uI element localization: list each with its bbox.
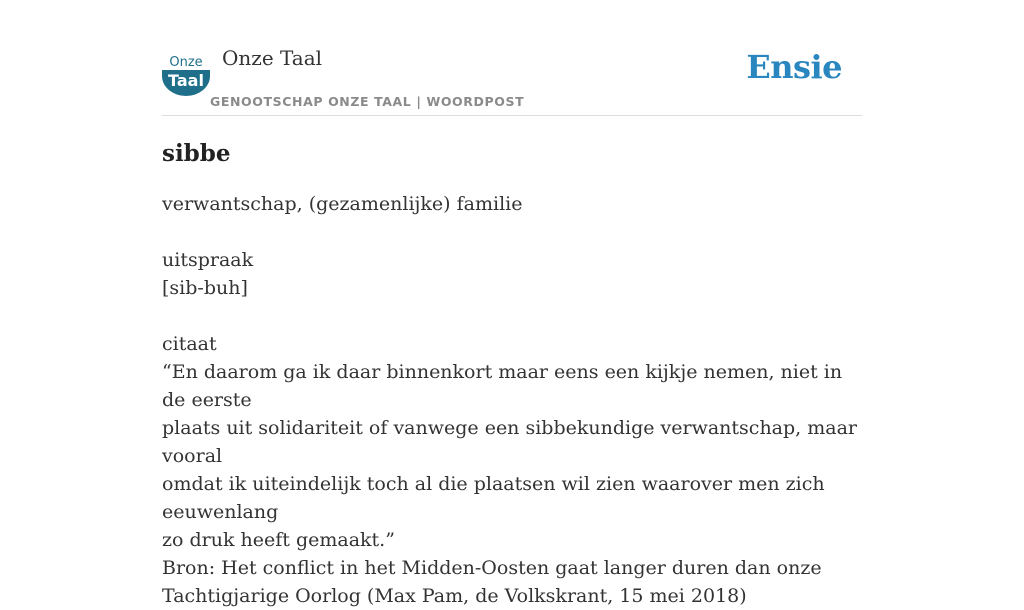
header-divider [162, 115, 862, 116]
pronunciation-value: [sib-buh] [162, 277, 248, 299]
entry-word: sibbe [162, 140, 231, 167]
logo-text-bottom: Taal [168, 71, 204, 90]
source-line: Bron: Het conflict in het Midden-Oosten gaat langer duren dan onze [162, 557, 822, 579]
entry-definition: verwantschap, (gezamenlijke) familie [162, 193, 523, 215]
site-subtitle: GENOOTSCHAP ONZE TAAL | WOORDPOST [210, 94, 525, 109]
ensie-brand-logo[interactable]: Ensie [746, 48, 842, 86]
entry-content [162, 138, 866, 610]
quote-line: plaats uit solidariteit of vanwege een sibbekundige verwantschap, maar vooral [162, 417, 858, 467]
pronunciation-label: uitspraak [162, 249, 254, 271]
quote-line: omdat ik uiteindelijk toch al die plaatsen wil zien waarover men zich eeuwenlang [162, 473, 825, 523]
header [162, 44, 862, 116]
onze-taal-logo[interactable] [162, 52, 210, 96]
quote-label: citaat [162, 333, 217, 355]
quote-line: “En daarom ga ik daar binnenkort maar eens een kijkje nemen, niet in de eerste [162, 361, 843, 411]
source-line: Tachtigjarige Oorlog (Max Pam, de Volkskrant, 15 mei 2018) [162, 585, 747, 607]
site-name[interactable]: Onze Taal [222, 46, 323, 70]
quote-line: zo druk heeft gemaakt.” [162, 529, 395, 551]
logo-text-top: Onze [169, 55, 203, 70]
